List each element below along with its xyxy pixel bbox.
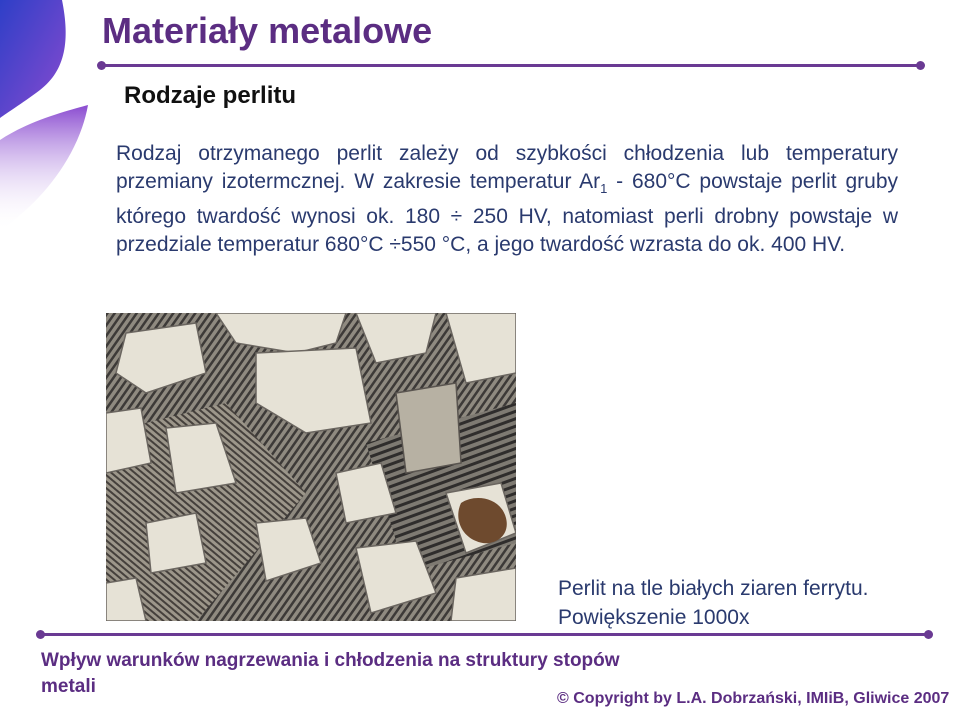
- ar-subscript: 1: [600, 181, 608, 197]
- image-caption: Perlit na tle białych ziaren ferrytu. Powiększenie 1000x: [558, 577, 869, 629]
- divider-dot-right: [916, 61, 925, 70]
- footer-course-title: Wpływ warunków nagrzewania i chłodzenia na struktury stopów metali: [41, 650, 620, 697]
- copyright-notice: © Copyright by L.A. Dobrzański, IMIiB, Gliwice 2007: [557, 690, 950, 707]
- slide-subtitle: Rodzaje perlitu: [124, 82, 297, 109]
- footer-dot-right: [924, 630, 933, 639]
- title-divider: [102, 64, 920, 67]
- footer-divider: [41, 633, 928, 636]
- pearlite-micrograph-image: [106, 313, 516, 621]
- body-text-part1: Rodzaj otrzymanego perlit zależy od szybkości chłodzenia lub temperatury przemiany izotermcznej. W zakresie temperatur Ar: [116, 142, 898, 193]
- body-paragraph: [116, 140, 898, 259]
- divider-dot-left: [97, 61, 106, 70]
- slide-title: Materiały metalowe: [102, 10, 433, 51]
- body-text-part2: - 680°C powstaje perlit gruby którego twardość wynosi ok. 180 ÷ 250 HV, natomiast perli drobny powstaje w przedziale temperatur 680°C ÷550 °C, a jego twardość wzrasta do ok. 400 HV.: [116, 170, 898, 257]
- footer-dot-left: [36, 630, 45, 639]
